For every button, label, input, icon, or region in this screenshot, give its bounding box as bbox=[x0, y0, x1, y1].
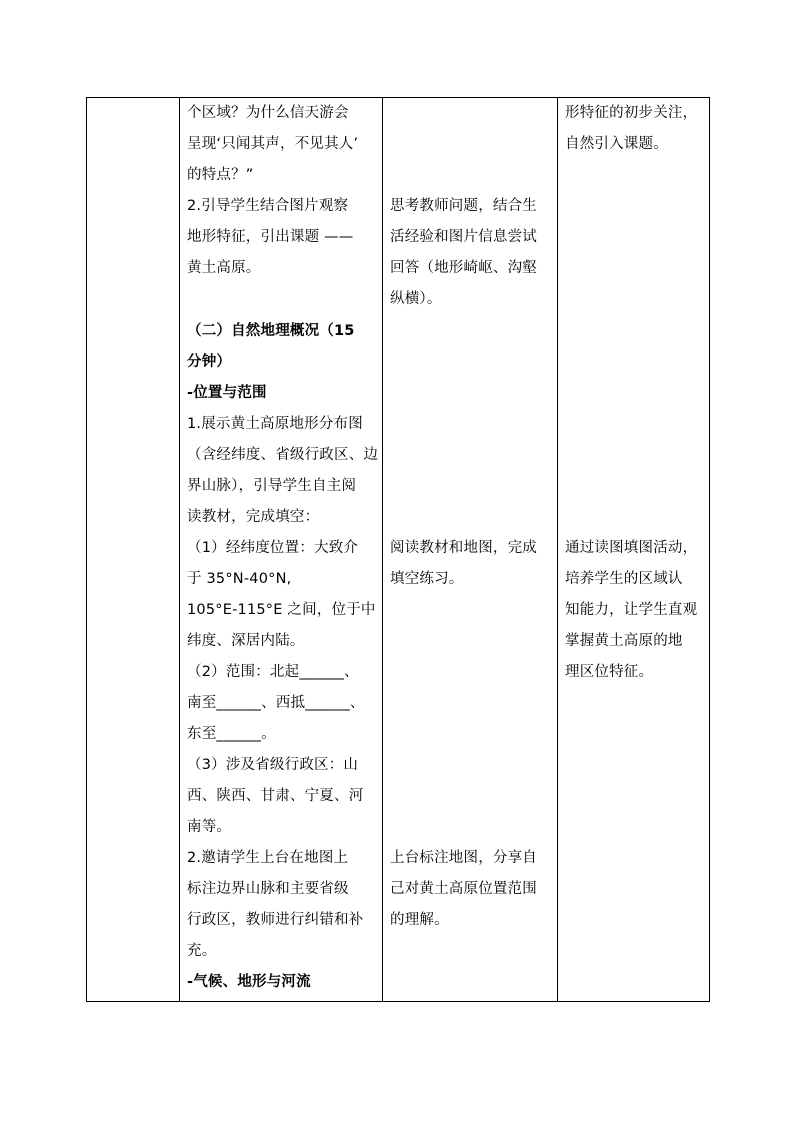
intent-line: 培养学生的区域认 bbox=[565, 571, 683, 587]
teacher-line: 呈现‘只闻其声，不见其人’ bbox=[187, 136, 359, 152]
stage-column-cell bbox=[87, 98, 180, 1002]
intent-line: 通过读图填图活动， bbox=[565, 540, 698, 556]
teacher-line: 东至______。 bbox=[187, 726, 276, 742]
teacher-line: （1）经纬度位置：大致介 bbox=[187, 540, 359, 556]
teacher-line: 读教材，完成填空： bbox=[187, 509, 320, 525]
teacher-line: （含经纬度、省级行政区、边 bbox=[187, 447, 379, 463]
student-activity-cell bbox=[383, 98, 558, 1002]
teacher-line: 105°E-115°E 之间，位于中 bbox=[187, 602, 376, 618]
teacher-line: （3）涉及省级行政区：山 bbox=[187, 757, 359, 773]
teacher-line: 标注边界山脉和主要省级 bbox=[187, 881, 349, 897]
teacher-line: 地形特征，引出课题 —— bbox=[187, 229, 354, 245]
teacher-line: 西、陕西、甘肃、宁夏、河 bbox=[187, 788, 364, 804]
teacher-line: （2）范围：北起______、 bbox=[187, 664, 359, 680]
student-line: 思考教师问题，结合生 bbox=[390, 198, 537, 214]
teacher-line: 黄土高原。 bbox=[187, 260, 261, 276]
teacher-line: 充。 bbox=[187, 943, 217, 959]
student-line: 纵横）。 bbox=[390, 291, 442, 307]
student-line: 的理解。 bbox=[390, 912, 449, 928]
teacher-activity-cell bbox=[180, 98, 383, 1002]
design-intent-cell bbox=[558, 98, 710, 1002]
teacher-line: 的特点？” bbox=[187, 167, 254, 183]
teacher-line: 个区域？为什么信天游会 bbox=[187, 105, 349, 121]
intent-line: 理区位特征。 bbox=[565, 664, 654, 680]
teacher-line: 2.引导学生结合图片观察 bbox=[187, 198, 349, 214]
intent-line: 知能力，让学生直观 bbox=[565, 602, 698, 618]
student-line: 阅读教材和地图，完成 bbox=[390, 540, 537, 556]
student-line: 己对黄土高原位置范围 bbox=[390, 881, 537, 897]
subsection-heading: -气候、地形与河流 bbox=[187, 974, 311, 990]
teacher-line: 南至______、西抵______、 bbox=[187, 695, 365, 711]
section-heading: （二）自然地理概况（15 bbox=[187, 323, 355, 339]
student-line: 回答（地形崎岖、沟壑 bbox=[390, 260, 537, 276]
teacher-line: 南等。 bbox=[187, 819, 232, 835]
student-line: 填空练习。 bbox=[390, 571, 464, 587]
intent-line: 形特征的初步关注， bbox=[565, 105, 698, 121]
student-line: 活经验和图片信息尝试 bbox=[390, 229, 537, 245]
section-heading: 分钟） bbox=[187, 354, 232, 370]
table-row bbox=[87, 98, 710, 1002]
intent-line: 掌握黄土高原的地 bbox=[565, 633, 683, 649]
teacher-line: 2.邀请学生上台在地图上 bbox=[187, 850, 349, 866]
lesson-plan-table bbox=[86, 97, 710, 1002]
teacher-line: 行政区，教师进行纠错和补 bbox=[187, 912, 364, 928]
teacher-line: 纬度、深居内陆。 bbox=[187, 633, 305, 649]
subsection-heading: -位置与范围 bbox=[187, 385, 267, 401]
teacher-line: 1.展示黄土高原地形分布图 bbox=[187, 416, 363, 432]
student-line: 上台标注地图，分享自 bbox=[390, 850, 537, 866]
teacher-line: 界山脉），引导学生自主阅 bbox=[187, 478, 357, 494]
intent-line: 自然引入课题。 bbox=[565, 136, 668, 152]
teacher-line: 于 35°N-40°N, bbox=[187, 571, 292, 587]
